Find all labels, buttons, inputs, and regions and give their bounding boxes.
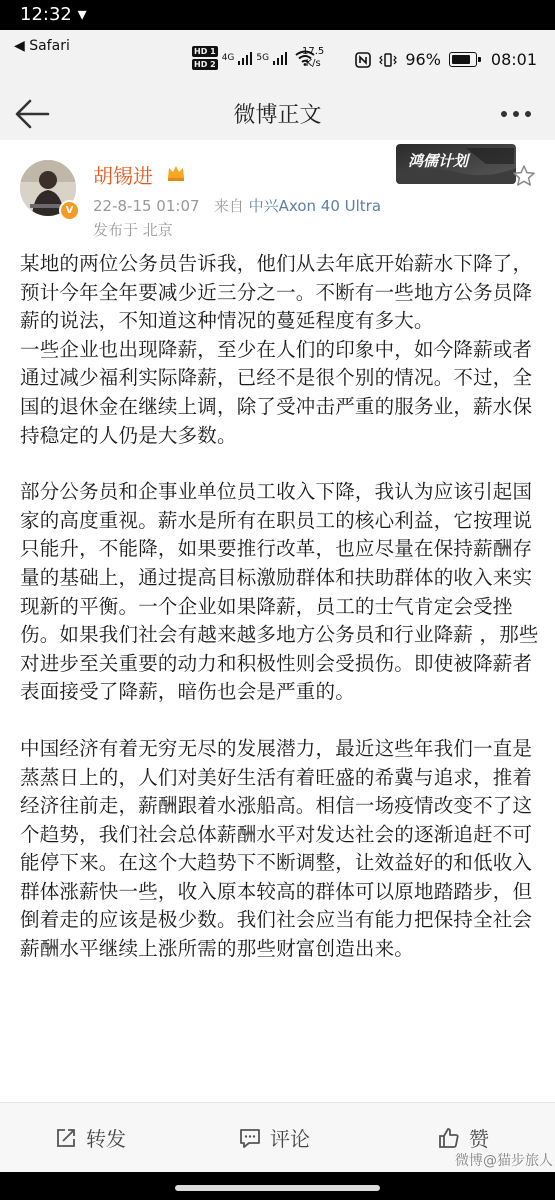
weibo-watermark: 微博@猫步旅人	[455, 1153, 553, 1169]
back-to-safari-link[interactable]: ◀ Safari	[14, 38, 70, 54]
member-crown-icon[interactable]	[166, 164, 186, 182]
page-title: 微博正文	[233, 103, 322, 128]
status-time: 08:01	[490, 50, 537, 69]
comment-icon	[238, 1126, 262, 1150]
signal-1-icon	[238, 51, 252, 65]
post-paragraph: 部分公务员和企事业单位员工收入下降，我认为应该引起国家的高度重视。薪水是所有在职员工的核心利益，它按理说只能升，不能降，如果要推行改革，也应尽量在保持薪酬存量的基础上，通过提高目标激励群体和扶助群体的收入来实现新的平衡。一个企业如果降薪，员工的士气肯定会受挫伤。如果我们社会有越来越多地方公务员和行业降薪 ，那些对进步至关重要的动力和积极性则会受损伤。即使被降薪者表面接受了降薪，暗伤也会是严重的。	[20, 480, 539, 704]
like-button[interactable]	[437, 1123, 489, 1152]
post-paragraph: 某地的两位公务员告诉我，他们从去年底开始薪水下降了，预计今年全年要减少近三分之一。不断有一些地方公务员降薪的说法，不知道这种情况的蔓延程度有多大。	[20, 252, 533, 333]
banner-text: 鸿儒计划	[408, 152, 469, 170]
comment-button[interactable]	[238, 1123, 310, 1152]
right-status-group	[355, 50, 537, 69]
thumbs-up-icon	[437, 1126, 461, 1150]
repost-icon	[54, 1126, 78, 1150]
post-paragraph: 中国经济有着无穷无尽的发展潜力，最近这些年我们一直是蒸蒸日上的，人们对美好生活有着旺盛的希冀与追求，推着经济往前走，薪酬跟着水涨船高。相信一场疫情改变不了这个趋势，我们社会总体薪酬水平对发达社会的逐渐追赶不可能停下来。在这个大趋势下不断调整，让效益好的和低收入群体涨薪快一些，收入原本较高的群体可以原地踏踏步，但倒着走的应该是极少数。我们社会应当有能力把保持全社会薪酬水平继续上涨所需的那些财富创造出来。	[20, 736, 533, 961]
nfc-icon	[355, 52, 371, 68]
verified-badge-icon: V	[59, 200, 80, 221]
post-location: 发布于 北京	[93, 221, 173, 239]
speed-value: 17.5	[302, 46, 325, 57]
hd1-badge: HD 1	[194, 47, 216, 56]
signal-2-icon	[273, 51, 287, 65]
like-label: 赞	[469, 1127, 489, 1151]
action-bar	[0, 1102, 555, 1173]
battery-icon	[449, 52, 477, 67]
home-indicator-area	[0, 1172, 555, 1200]
post-meta	[93, 195, 381, 216]
net2-label: 5G	[256, 53, 270, 63]
top-crop-strip	[0, 0, 555, 30]
home-indicator[interactable]	[175, 1185, 380, 1191]
post-paragraph: 一些企业也出现降薪，至少在人们的印象中，如今降薪或者通过减少福利实际降薪，已经不是很个别的情况。不过，全国的退休金在继续上调，除了受冲击严重的服务业，薪水保持稳定的人仍是大多数。	[20, 337, 533, 447]
favorite-star-icon[interactable]	[512, 164, 536, 188]
source-prefix: 来自	[213, 197, 244, 215]
post-date: 22-8-15 01:07	[93, 197, 200, 215]
net1-label: 4G	[221, 53, 235, 63]
battery-percent: 96%	[405, 50, 441, 69]
comment-label: 评论	[270, 1127, 310, 1151]
honor-plan-banner[interactable]	[396, 144, 516, 184]
post-body	[20, 250, 545, 964]
network-speed	[302, 46, 324, 70]
hd-badges	[192, 46, 218, 70]
repost-label: 转发	[86, 1127, 126, 1151]
top-clock-fragment: 12:32 ▾	[20, 4, 87, 25]
speed-unit: K/s	[305, 58, 321, 69]
vibrate-icon	[379, 52, 397, 68]
hd2-badge: HD 2	[194, 60, 216, 69]
navigation-bar	[0, 90, 555, 140]
repost-button[interactable]	[54, 1123, 126, 1152]
status-bar	[0, 30, 555, 90]
source-device[interactable]: 中兴Axon 40 Ultra	[248, 197, 382, 215]
carrier-info	[192, 46, 315, 70]
post-header	[0, 140, 555, 240]
author-name[interactable]: 胡锡进	[93, 164, 153, 188]
more-options-icon[interactable]	[499, 100, 533, 128]
